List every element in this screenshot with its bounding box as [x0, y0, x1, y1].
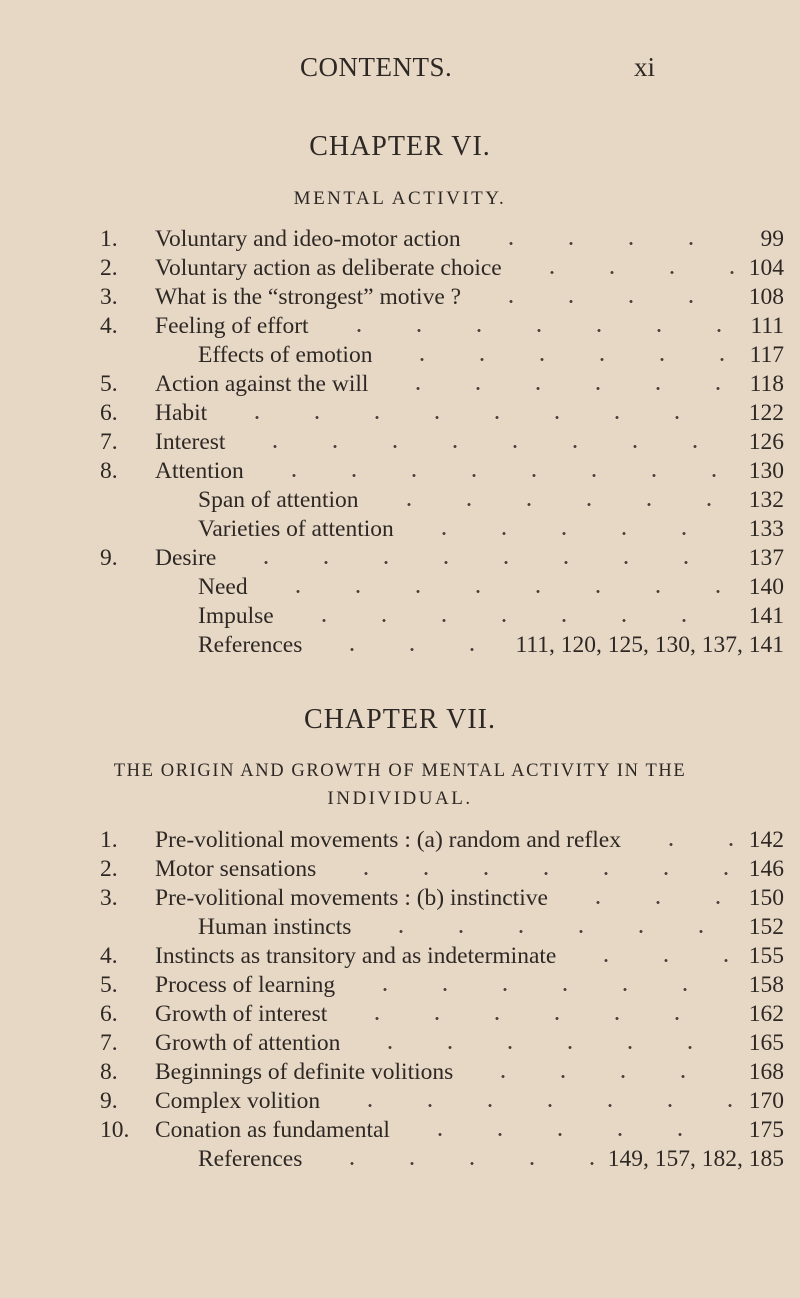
- entry-page: 165: [748, 1030, 784, 1056]
- page-number: xi: [634, 52, 656, 82]
- entry-number: 5.: [100, 972, 118, 998]
- entry-title: What is the “strongest” motive ?: [155, 284, 462, 310]
- entry-page: 137: [748, 545, 784, 571]
- entry-number: 5.: [100, 371, 118, 397]
- entry-title: Impulse: [198, 603, 274, 629]
- dot-leader: [322, 1145, 594, 1174]
- entry-title: Interest: [155, 429, 226, 455]
- dot-leader: [236, 544, 735, 573]
- dot-leader: [568, 884, 735, 913]
- dot-leader: [481, 283, 735, 312]
- entry-title: Voluntary action as deliberate choice: [155, 255, 502, 281]
- entry-title: Varieties of attention: [198, 516, 394, 542]
- entry-number: 9.: [100, 545, 118, 571]
- entry-number: 4.: [100, 313, 118, 339]
- dot-leader: [322, 631, 501, 660]
- entry-title: Conation as fundamental: [155, 1117, 390, 1143]
- running-title: CONTENTS.: [300, 52, 453, 82]
- toc-entry: [0, 457, 800, 486]
- dot-leader: [641, 826, 735, 855]
- entry-number: 8.: [100, 1059, 118, 1085]
- toc-entry: [0, 913, 800, 942]
- entry-number: 2.: [100, 856, 118, 882]
- entry-page: 168: [748, 1059, 784, 1085]
- entry-title: Growth of attention: [155, 1030, 341, 1056]
- entry-title: Desire: [155, 545, 217, 571]
- dot-leader: [410, 1116, 735, 1145]
- entry-title: Habit: [155, 400, 208, 426]
- entry-page: 140: [748, 574, 784, 600]
- dot-leader: [576, 942, 735, 971]
- dot-leader: [268, 573, 735, 602]
- toc-entry: [0, 515, 800, 544]
- entry-page: 150: [748, 885, 784, 911]
- entry-page: 175: [748, 1117, 784, 1143]
- entry-number: 9.: [100, 1088, 118, 1114]
- entry-number: 6.: [100, 400, 118, 426]
- entry-title: Effects of emotion: [198, 342, 373, 368]
- entry-number: 2.: [100, 255, 118, 281]
- dot-leader: [340, 1087, 735, 1116]
- entry-title: Action against the will: [155, 371, 369, 397]
- entry-page: 104: [748, 255, 784, 281]
- toc-entry: [0, 225, 800, 254]
- entry-page: 118: [749, 371, 784, 397]
- toc-entry: [0, 254, 800, 283]
- toc-entry: [0, 884, 800, 913]
- entry-number: 3.: [100, 284, 118, 310]
- toc-entry: [0, 631, 800, 660]
- toc-entry: [0, 1087, 800, 1116]
- toc-entry: [0, 399, 800, 428]
- dot-leader: [392, 341, 736, 370]
- toc-entry: [0, 1145, 800, 1174]
- entry-title: References: [198, 632, 303, 658]
- toc-entry: [0, 826, 800, 855]
- toc-entry: [0, 1000, 800, 1029]
- entry-number: 6.: [100, 1001, 118, 1027]
- entry-number: 7.: [100, 429, 118, 455]
- entry-page: 117: [749, 342, 784, 368]
- toc-entry: [0, 486, 800, 515]
- toc-entry: [0, 971, 800, 1000]
- entry-page: 126: [748, 429, 784, 455]
- toc-entry: [0, 1116, 800, 1145]
- dot-leader: [347, 1000, 735, 1029]
- entry-title: Pre-volitional movements : (b) instinctive: [155, 885, 548, 911]
- entry-page: 158: [748, 972, 784, 998]
- toc-entry: [0, 602, 800, 631]
- entry-page: 146: [748, 856, 784, 882]
- dot-leader: [473, 1058, 735, 1087]
- dot-leader: [379, 486, 735, 515]
- dot-leader: [371, 913, 735, 942]
- dot-leader: [360, 1029, 735, 1058]
- entry-number: 7.: [100, 1030, 118, 1056]
- toc-entry: [0, 283, 800, 312]
- entry-page: 142: [748, 827, 784, 853]
- entry-title: Motor sensations: [155, 856, 317, 882]
- chapter-subtitle: MENTAL ACTIVITY.: [293, 188, 507, 209]
- dot-leader: [522, 254, 735, 283]
- dot-leader: [355, 971, 735, 1000]
- entry-page: 152: [748, 914, 784, 940]
- toc-entry: [0, 544, 800, 573]
- entry-page: 108: [748, 284, 784, 310]
- dot-leader: [336, 855, 735, 884]
- entry-number: 1.: [100, 827, 118, 853]
- entry-page: 132: [748, 487, 784, 513]
- entry-number: 1.: [100, 226, 118, 252]
- toc-entry: [0, 573, 800, 602]
- toc-entry: [0, 370, 800, 399]
- dot-leader: [245, 428, 735, 457]
- entry-page: 130: [748, 458, 784, 484]
- entry-title: Process of learning: [155, 972, 336, 998]
- dot-leader: [481, 225, 746, 254]
- entry-page: 99: [760, 226, 784, 252]
- entry-title: Growth of interest: [155, 1001, 328, 1027]
- chapter-subtitle: THE ORIGIN AND GROWTH OF MENTAL ACTIVITY IN THE: [113, 761, 687, 781]
- toc-entry: [0, 428, 800, 457]
- chapter-subtitle-cont: INDIVIDUAL.: [327, 788, 473, 809]
- entry-title: Beginnings of definite volitions: [155, 1059, 454, 1085]
- entry-page: 133: [748, 516, 784, 542]
- entry-title: Attention: [155, 458, 244, 484]
- running-head: [0, 52, 800, 92]
- chapter-heading: CHAPTER VI.: [309, 131, 491, 162]
- dot-leader: [264, 457, 735, 486]
- entry-title: Complex volition: [155, 1088, 321, 1114]
- toc-entry: [0, 942, 800, 971]
- dot-leader: [414, 515, 735, 544]
- entry-page: 155: [748, 943, 784, 969]
- entry-title: Need: [198, 574, 248, 600]
- toc-entry: [0, 1058, 800, 1087]
- dot-leader: [388, 370, 736, 399]
- entry-title: Feeling of effort: [155, 313, 309, 339]
- entry-page: 162: [748, 1001, 784, 1027]
- entry-page: 111, 120, 125, 130, 137, 141: [515, 632, 784, 658]
- toc-entry: [0, 341, 800, 370]
- dot-leader: [294, 602, 735, 631]
- entry-page: 141: [748, 603, 784, 629]
- toc-entry: [0, 1029, 800, 1058]
- entry-page: 170: [748, 1088, 784, 1114]
- toc-entry: [0, 855, 800, 884]
- entry-title: References: [198, 1146, 303, 1172]
- toc-entry: [0, 312, 800, 341]
- entry-title: Instincts as transitory and as indeterminate: [155, 943, 557, 969]
- entry-number: 3.: [100, 885, 118, 911]
- entry-title: Pre-volitional movements : (a) random and reflex: [155, 827, 621, 853]
- dot-leader: [227, 399, 735, 428]
- entry-title: Human instincts: [198, 914, 352, 940]
- entry-title: Voluntary and ideo-motor action: [155, 226, 461, 252]
- entry-title: Span of attention: [198, 487, 359, 513]
- entry-number: 8.: [100, 458, 118, 484]
- entry-page: 122: [748, 400, 784, 426]
- dot-leader: [329, 312, 736, 341]
- entry-page: 149, 157, 182, 185: [607, 1146, 784, 1172]
- entry-number: 4.: [100, 943, 118, 969]
- chapter-heading: CHAPTER VII.: [304, 704, 496, 735]
- entry-page: 111: [750, 313, 784, 339]
- entry-number: 10.: [100, 1117, 130, 1143]
